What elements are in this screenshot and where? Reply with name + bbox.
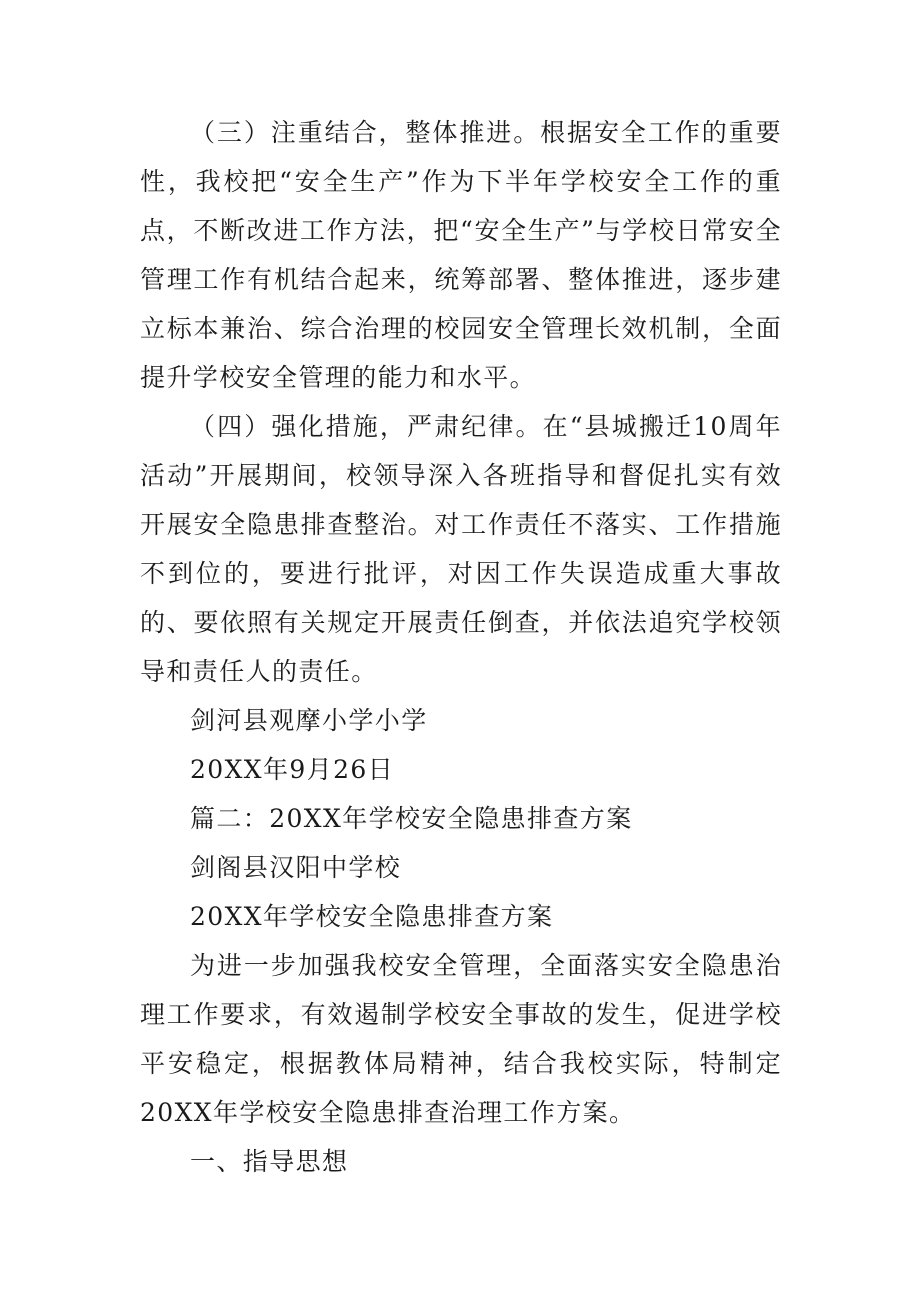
signature-date: 20XX年9月26日 xyxy=(190,755,395,784)
plan-title: 20XX年学校安全隐患排查方案 xyxy=(190,902,554,931)
paragraph-4: （四）强化措施，严肃纪律。在“县城搬迁10周年活动”开展期间，校领导深入各班指导和督促扎实有效开展安全隐患排查整治。对工作责任不落实、工作措施不到位的，要进行批评，对因工作失误造成重大事故的、要依照有关规定开展责任倒查，并依法追究学校领导和责任人的责任。 xyxy=(140,412,782,686)
signature-school: 剑河县观摩小学小学 xyxy=(190,706,428,735)
intro-paragraph: 为进一步加强我校安全管理，全面落实安全隐患治理工作要求，有效遏制学校安全事故的发生，促进学校平安稳定，根据教体局精神，结合我校实际，特制定20XX年学校安全隐患排查治理工作方案。 xyxy=(140,951,782,1127)
section-title: 篇二：20XX年学校安全隐患排查方案 xyxy=(190,804,633,833)
school-name: 剑阁县汉阳中学校 xyxy=(190,853,402,882)
document-body xyxy=(140,108,782,1186)
paragraph-3: （三）注重结合，整体推进。根据安全工作的重要性，我校把“安全生产”作为下半年学校安全工作的重点，不断改进工作方法，把“安全生产”与学校日常安全管理工作有机结合起来，统筹部署、整体推进，逐步建立标本兼治、综合治理的校园安全管理长效机制，全面提升学校安全管理的能力和水平。 xyxy=(140,118,782,392)
heading-guiding-ideology: 一、指导思想 xyxy=(190,1147,349,1176)
